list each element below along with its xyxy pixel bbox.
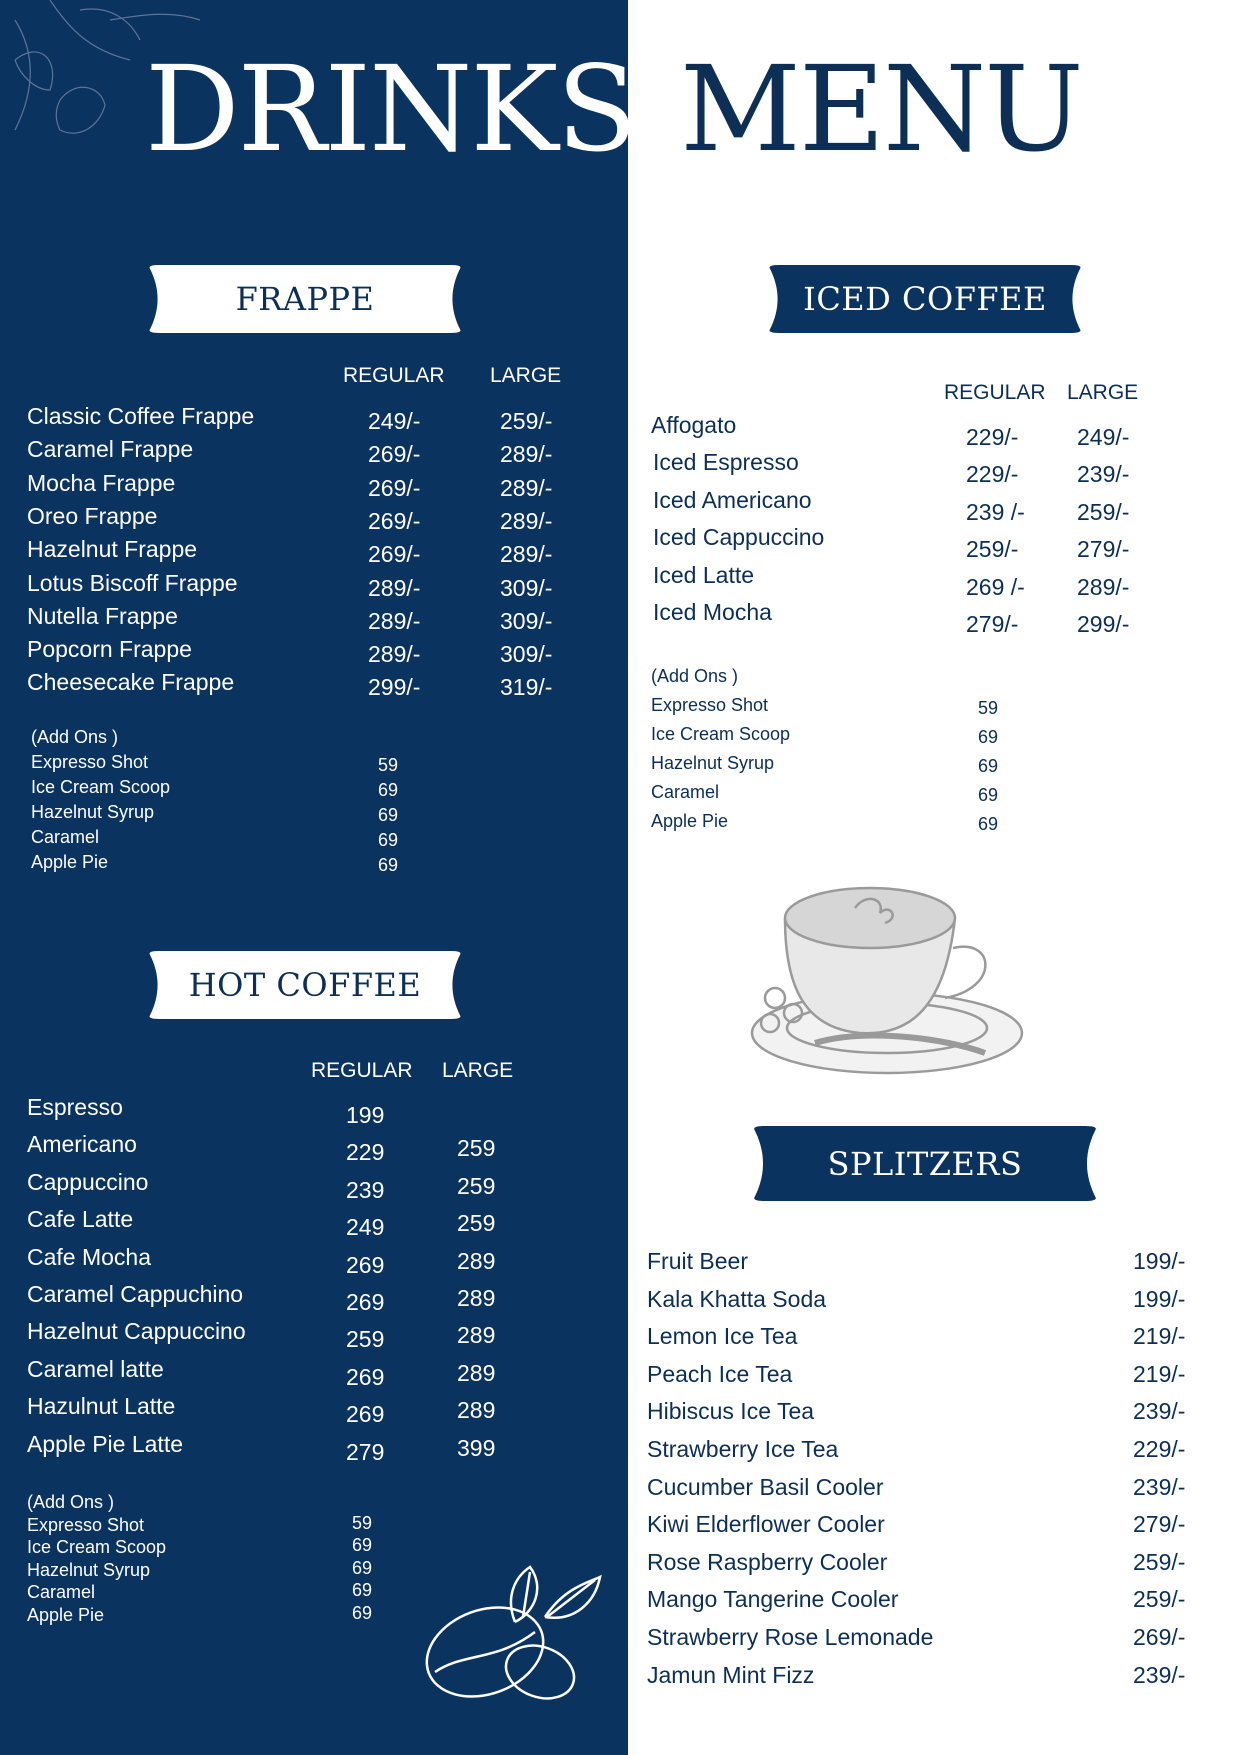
addon-price: 69: [978, 727, 999, 747]
price-regular: 259: [346, 1326, 385, 1353]
addon-price: 69: [978, 814, 999, 834]
addon-price: 69: [352, 1535, 373, 1556]
price-large: 289/-: [500, 474, 553, 501]
price: 219/-: [1133, 1360, 1186, 1387]
price: 259/-: [1133, 1548, 1186, 1575]
price-regular: 269 /-: [966, 573, 1025, 600]
addon-name: Hazelnut Syrup: [31, 802, 155, 822]
price: 239/-: [1133, 1398, 1186, 1425]
price-regular: 269/-: [368, 441, 421, 468]
section-heading: HOT COFFEE: [188, 966, 422, 1004]
addon-price: 59: [352, 1513, 373, 1533]
price-large: 299/-: [1077, 611, 1130, 637]
price-large: 309/-: [500, 641, 553, 668]
menu-item-name: Affogato: [651, 412, 737, 438]
menu-item-name: Caramel latte: [27, 1355, 164, 1382]
coffee-bean-sketch-icon: [405, 1562, 605, 1702]
price: 239/-: [1133, 1473, 1186, 1500]
column-header-large: LARGE: [1067, 381, 1139, 404]
menu-item-name: Cappuccino: [27, 1168, 149, 1195]
price-regular: 289/-: [368, 641, 421, 668]
price-regular: 299/-: [368, 674, 421, 701]
addon-price: 69: [352, 1580, 373, 1601]
menu-item-name: Iced Cappuccino: [653, 524, 825, 551]
addon-name: Caramel: [651, 782, 720, 802]
addons-label: (Add Ons ): [31, 727, 119, 747]
column-header-large: LARGE: [442, 1059, 514, 1082]
menu-item-name: Americano: [27, 1131, 137, 1158]
menu-item-name: Kiwi Elderflower Cooler: [647, 1511, 885, 1538]
addon-name: Caramel: [31, 827, 100, 847]
price-regular: 269: [346, 1401, 385, 1428]
menu-item-name: Cheesecake Frappe: [27, 669, 235, 696]
price-large: 289: [457, 1322, 496, 1349]
menu-item-name: Peach Ice Tea: [647, 1360, 793, 1387]
addon-name: Expresso Shot: [27, 1515, 145, 1535]
price-large: 289/-: [500, 541, 553, 568]
addon-price: 69: [978, 785, 999, 805]
menu-item-name: Mocha Frappe: [27, 469, 176, 496]
price-large: 259: [457, 1135, 496, 1162]
menu-item-name: Oreo Frappe: [27, 502, 158, 529]
addon-price: 69: [378, 805, 399, 825]
price-large: 289/-: [1077, 573, 1130, 600]
price-large: 259: [457, 1210, 496, 1237]
menu-item-name: Hazelnut Cappuccino: [27, 1318, 246, 1345]
iced-coffee-banner: [763, 265, 1087, 333]
price-large: 259/-: [500, 408, 553, 434]
menu-item-name: Jamun Mint Fizz: [647, 1661, 815, 1688]
addon-price: 69: [378, 830, 399, 850]
price-regular: 269: [346, 1251, 385, 1278]
price-regular: 259/-: [966, 536, 1019, 563]
addon-name: Apple Pie: [651, 811, 729, 831]
menu-item-name: Lotus Biscoff Frappe: [27, 569, 238, 596]
menu-item-name: Iced Mocha: [653, 599, 772, 625]
price-large: 289/-: [500, 441, 553, 468]
price-regular: 269: [346, 1289, 385, 1315]
addon-price: 69: [378, 780, 399, 800]
price: 269/-: [1133, 1624, 1186, 1650]
price-regular: 289/-: [368, 574, 421, 601]
price-regular: 289/-: [368, 607, 421, 634]
column-header-regular: REGULAR: [343, 364, 445, 387]
price-large: 279/-: [1077, 536, 1130, 563]
menu-item-name: Mango Tangerine Cooler: [647, 1586, 899, 1613]
menu-item-name: Fruit Beer: [647, 1248, 748, 1274]
price-large: 289: [457, 1397, 496, 1424]
hot-coffee-banner: [143, 951, 467, 1019]
menu-item-name: Caramel Frappe: [27, 436, 194, 463]
price-regular: 249: [346, 1214, 385, 1241]
addons-label: (Add Ons ): [27, 1492, 115, 1512]
menu-item-name: Nutella Frappe: [27, 602, 178, 629]
price-large: 259/-: [1077, 498, 1130, 525]
menu-item-name: Apple Pie Latte: [27, 1430, 184, 1457]
price: 239/-: [1133, 1661, 1186, 1688]
section-heading: FRAPPE: [235, 280, 375, 318]
price-large: 249/-: [1077, 424, 1130, 450]
addons-label: (Add Ons ): [651, 666, 739, 686]
title-drinks: DRINKS: [145, 40, 636, 178]
menu-item-name: Hazulnut Latte: [27, 1393, 176, 1420]
price-regular: 249/-: [368, 408, 421, 434]
menu-item-name: Iced Americano: [653, 486, 812, 513]
price: 199/-: [1133, 1248, 1186, 1274]
addon-name: Ice Cream Scoop: [27, 1537, 167, 1558]
price-regular: 229/-: [966, 461, 1019, 488]
menu-item-name: Hazelnut Frappe: [27, 536, 198, 563]
addon-name: Hazelnut Syrup: [27, 1559, 151, 1580]
coffee-cup-sketch-icon: [745, 878, 1030, 1080]
menu-item-name: Espresso: [27, 1094, 123, 1120]
addon-price: 69: [978, 756, 999, 776]
price-large: 239/-: [1077, 461, 1130, 488]
price-regular: 199: [346, 1102, 385, 1128]
column-header-regular: REGULAR: [944, 381, 1046, 404]
addon-name: Apple Pie: [31, 852, 109, 872]
column-header-regular: REGULAR: [311, 1059, 413, 1082]
menu-item-name: Strawberry Rose Lemonade: [647, 1624, 934, 1650]
price-regular: 269/-: [368, 474, 421, 501]
menu-item-name: Cafe Latte: [27, 1206, 134, 1233]
price-large: 289: [457, 1247, 496, 1274]
price-large: 289/-: [500, 507, 553, 534]
price-large: 319/-: [500, 674, 553, 701]
section-heading: SPLITZERS: [827, 1144, 1023, 1183]
menu-item-name: Lemon Ice Tea: [647, 1323, 798, 1350]
price-large: 399: [457, 1434, 496, 1461]
menu-item-name: Iced Latte: [653, 561, 755, 588]
price-regular: 269/-: [368, 507, 421, 534]
addon-name: Expresso Shot: [31, 752, 149, 772]
addon-price: 69: [378, 855, 399, 875]
price-regular: 279: [346, 1438, 385, 1465]
menu-item-name: Strawberry Ice Tea: [647, 1436, 839, 1462]
addon-price: 59: [978, 698, 999, 718]
menu-item-name: Rose Raspberry Cooler: [647, 1548, 888, 1575]
addon-price: 69: [352, 1557, 373, 1578]
menu-item-name: Iced Espresso: [653, 449, 799, 476]
price: 229/-: [1133, 1436, 1186, 1462]
price-regular: 239 /-: [966, 498, 1025, 525]
column-header-large: LARGE: [490, 364, 562, 387]
price-large: 259: [457, 1172, 496, 1199]
menu-item-name: Popcorn Frappe: [27, 636, 192, 663]
price-regular: 229/-: [966, 424, 1019, 450]
menu-item-name: Classic Coffee Frappe: [27, 403, 255, 429]
price-regular: 269: [346, 1363, 385, 1390]
price: 199/-: [1133, 1285, 1186, 1312]
addon-name: Caramel: [27, 1582, 96, 1603]
price: 279/-: [1133, 1511, 1186, 1538]
price-regular: 279/-: [966, 611, 1019, 637]
price-large: 289: [457, 1285, 496, 1311]
section-heading: ICED COFFEE: [803, 280, 1047, 318]
price-regular: 269/-: [368, 541, 421, 568]
menu-item-name: Hibiscus Ice Tea: [647, 1398, 815, 1425]
price-regular: 239: [346, 1176, 385, 1203]
price: 259/-: [1133, 1586, 1186, 1613]
addon-name: Apple Pie: [27, 1604, 105, 1625]
menu-item-name: Cucumber Basil Cooler: [647, 1473, 884, 1500]
addon-name: Ice Cream Scoop: [31, 777, 171, 797]
frappe-banner: [143, 265, 467, 333]
title-menu: MENU: [680, 40, 1082, 178]
price: 219/-: [1133, 1323, 1186, 1350]
menu-item-name: Kala Khatta Soda: [647, 1285, 827, 1312]
splitzers-banner: [747, 1126, 1103, 1201]
price-regular: 229: [346, 1139, 385, 1166]
addon-name: Expresso Shot: [651, 695, 769, 715]
addon-price: 69: [352, 1602, 373, 1623]
addon-name: Ice Cream Scoop: [651, 724, 791, 744]
menu-item-name: Caramel Cappuchino: [27, 1281, 244, 1307]
addon-name: Hazelnut Syrup: [651, 753, 775, 773]
price-large: 309/-: [500, 607, 553, 634]
price-large: 309/-: [500, 574, 553, 601]
addon-price: 59: [378, 755, 399, 775]
price-large: 289: [457, 1359, 496, 1386]
menu-item-name: Cafe Mocha: [27, 1243, 152, 1270]
